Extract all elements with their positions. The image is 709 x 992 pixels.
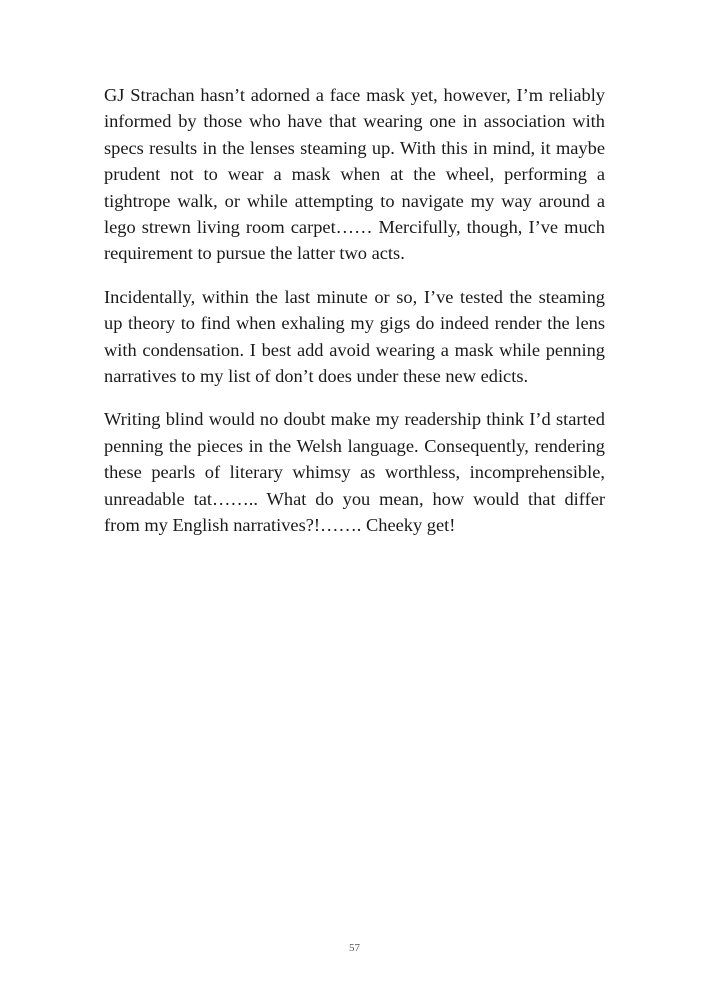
paragraph-3: Writing blind would no doubt make my readership think I’d started penning the pieces in the Welsh language. Consequently, rendering these pearls of literary whimsy as worthless, incomprehensible, unreadable tat…….. What do you mean, how would that differ from my English narratives?!……. Cheeky get! (104, 409, 605, 536)
paragraph-1: GJ Strachan hasn’t adorned a face mask yet, however, I’m reliably informed by those who have that wearing one in association with specs results in the lenses steaming up. With this in mind, it maybe prudent not to wear a mask when at the wheel, performing a tightrope walk, or while attempting to navigate my way around a lego strewn living room carpet…… Mercifully, though, I’ve much requirement to pursue the latter two acts. (104, 85, 605, 264)
page-number: 57 (349, 942, 360, 954)
paragraph-2: Incidentally, within the last minute or so, I’ve tested the steaming up theory to find when exhaling my gigs do indeed render the lens with condensation. I best add avoid wearing a mask while penning narratives to my list of don’t does under these new edicts. (104, 286, 605, 387)
body-text (104, 82, 605, 556)
